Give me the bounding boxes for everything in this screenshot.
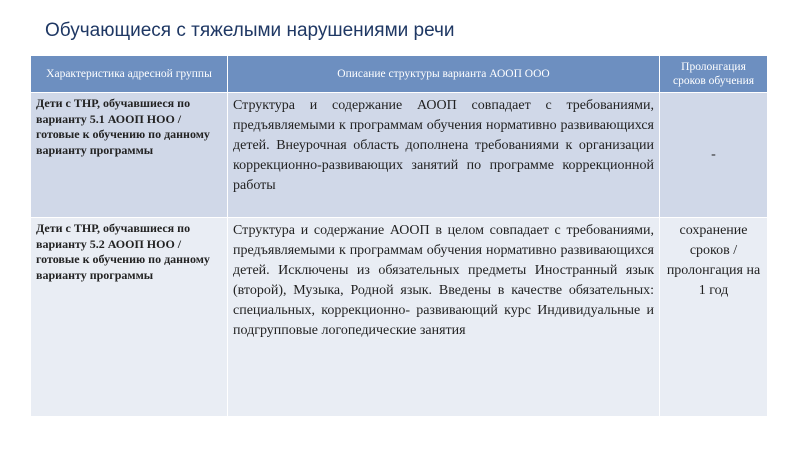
cell-group: Дети с ТНР, обучавшиеся по варианту 5.1 АООП НОО /готовые к обучению по данному варианту программы <box>31 93 228 218</box>
aoop-table <box>30 55 768 417</box>
cell-prolongation: сохранение сроков / пролонгация на 1 год <box>660 218 768 417</box>
cell-description: Структура и содержание АООП в целом совпадает с требованиями, предъявляемыми к программам обучения нормативно развивающихся детей. Исключены из обязательных предметы Иностранный язык (второй), Музыка, Родной язык. Введены в качестве обязательных: специальных, коррекционно- развивающий курс Индивидуальные и подгрупповые логопедические занятия <box>228 218 660 417</box>
cell-description: Структура и содержание АООП совпадает с требованиями, предъявляемыми к программам обучения нормативно развивающихся детей. Внеурочная область дополнена требованиями к организации коррекционно-развивающих занятий по программе коррекционной работы <box>228 93 660 218</box>
table-header-row <box>31 56 768 93</box>
table-row <box>31 218 768 417</box>
header-prolongation: Пролонгация сроков обучения <box>660 56 768 93</box>
header-group: Характеристика адресной группы <box>31 56 228 93</box>
cell-group: Дети с ТНР, обучавшиеся по варианту 5.2 АООП НОО /готовые к обучению по данному варианту программы <box>31 218 228 417</box>
table-row <box>31 93 768 218</box>
header-structure: Описание структуры варианта АООП ООО <box>228 56 660 93</box>
cell-prolongation: - <box>660 93 768 218</box>
slide-title: Обучающиеся с тяжелыми нарушениями речи <box>45 20 455 41</box>
